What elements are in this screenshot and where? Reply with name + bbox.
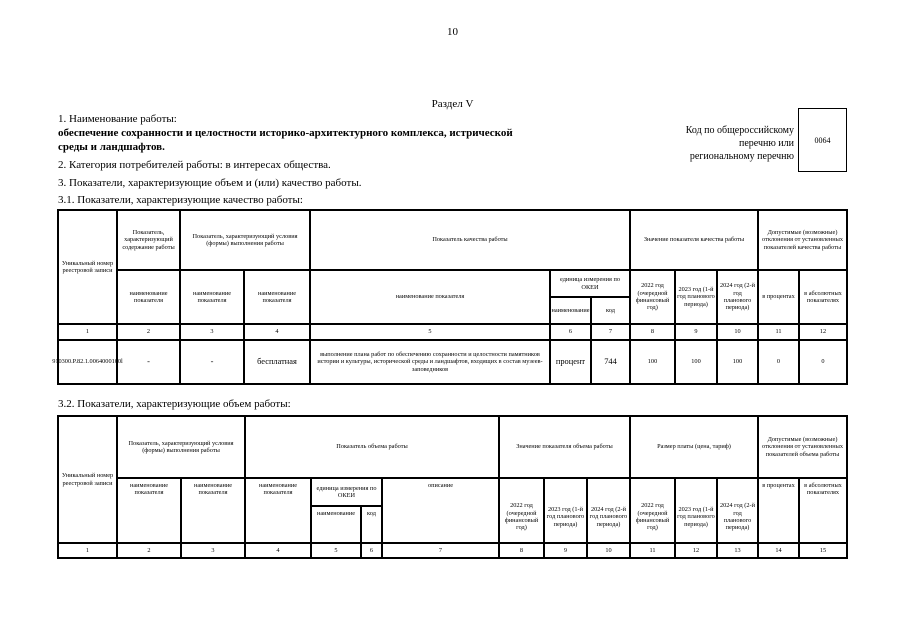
header-values: Значение показателя качества работы xyxy=(630,210,758,270)
row-value-2024: 100 xyxy=(717,340,758,384)
column-number: 7 xyxy=(382,543,499,558)
header-unit: единица измерения по ОКЕИ xyxy=(550,270,630,297)
row-unit-name: процент xyxy=(550,340,591,384)
row-unit-code: 744 xyxy=(591,340,630,384)
row-value-2022: 100 xyxy=(630,340,675,384)
column-number: 10 xyxy=(717,324,758,340)
header-condition-name-1: наименование показателя xyxy=(117,478,181,543)
page-number: 10 xyxy=(447,26,458,38)
column-number: 11 xyxy=(630,543,675,558)
header-fee-2023: 2023 год (1-й год планового периода) xyxy=(675,478,717,543)
header-values: Значение показателя объема работы xyxy=(499,416,630,478)
work-name-label: 1. Наименование работы: xyxy=(58,113,177,125)
header-deviation-percent: в процентах xyxy=(758,270,799,324)
header-registry: Уникальный номер реестровой записи xyxy=(58,210,117,324)
column-number: 15 xyxy=(799,543,847,558)
row-condition-2: бесплатная xyxy=(244,340,310,384)
row-deviation-absolute: 0 xyxy=(799,340,847,384)
column-number: 4 xyxy=(244,324,310,340)
column-number: 3 xyxy=(181,543,245,558)
row-value-2023: 100 xyxy=(675,340,717,384)
consumers-line: 2. Категория потребителей работы: в интересах общества. xyxy=(58,159,331,171)
header-year-2023: 2023 год (1-й год планового периода) xyxy=(544,478,587,543)
row-content: - xyxy=(117,340,180,384)
row-registry: 910300.Р.82.1.0064000100l xyxy=(58,340,117,384)
row-indicator: выполнение плана работ по обеспечению сохранности и целостности памятников истории и культуры, исторической среды и ландшафтов, входящих в состав музеев-заповедников xyxy=(310,340,550,384)
header-volume: Показатель объема работы xyxy=(245,416,499,478)
header-deviation: Допустимые (возможные) отклонения от установленных показателей качества работы xyxy=(758,210,847,270)
header-fee: Размер платы (цена, тариф) xyxy=(630,416,758,478)
header-year-2022: 2022 год (очередной финансовый год) xyxy=(499,478,544,543)
header-condition-name-2: наименование показателя xyxy=(181,478,245,543)
work-name-line-2: среды и ландшафтов. xyxy=(58,141,165,153)
header-conditions: Показатель, характеризующий условия (формы) выполнения работы xyxy=(180,210,310,270)
row-deviation-percent: 0 xyxy=(758,340,799,384)
code-value: 0064 xyxy=(798,108,847,172)
column-number: 12 xyxy=(799,324,847,340)
column-number: 11 xyxy=(758,324,799,340)
header-quality: Показатель качества работы xyxy=(310,210,630,270)
column-number: 6 xyxy=(361,543,382,558)
header-description: описание xyxy=(382,478,499,543)
header-indicator-name: наименование показателя xyxy=(245,478,311,543)
section-title: Раздел V xyxy=(431,98,474,110)
header-unit: единица измерения по ОКЕИ xyxy=(311,478,382,506)
row-condition-1: - xyxy=(180,340,244,384)
header-deviation-absolute: в абсолютных показателях xyxy=(799,270,847,324)
header-unit-code: код xyxy=(361,506,382,543)
indicators-line: 3. Показатели, характеризующие объем и (или) качество работы. xyxy=(58,177,362,189)
header-condition-name-1: наименование показателя xyxy=(180,270,244,324)
header-unit-name: наименование xyxy=(311,506,361,543)
header-content-name: наименование показателя xyxy=(117,270,180,324)
volume-title: 3.2. Показатели, характеризующие объем работы: xyxy=(58,398,291,410)
code-label: Код по общероссийскому перечню или региональному перечню xyxy=(685,125,794,162)
column-number: 14 xyxy=(758,543,799,558)
column-number: 6 xyxy=(550,324,591,340)
header-conditions: Показатель, характеризующий условия (формы) выполнения работы xyxy=(117,416,245,478)
column-number: 9 xyxy=(675,324,717,340)
header-year-2023: 2023 год (1-й год планового периода) xyxy=(675,270,717,324)
quality-title: 3.1. Показатели, характеризующие качество работы: xyxy=(58,194,303,206)
header-deviation-percent: в процентах xyxy=(758,478,799,543)
header-deviation: Допустимые (возможные) отклонения от установленных показателей объема работы xyxy=(758,416,847,478)
header-registry: Уникальный номер реестровой записи xyxy=(58,416,117,543)
column-number: 5 xyxy=(310,324,550,340)
header-condition-name-2: наименование показателя xyxy=(244,270,310,324)
header-fee-2022: 2022 год (очередной финансовый год) xyxy=(630,478,675,543)
header-deviation-absolute: в абсолютных показателях xyxy=(799,478,847,543)
header-indicator-name: наименование показателя xyxy=(310,270,550,324)
column-number: 8 xyxy=(630,324,675,340)
column-number: 1 xyxy=(58,324,117,340)
column-number: 1 xyxy=(58,543,117,558)
column-number: 2 xyxy=(117,543,181,558)
header-year-2022: 2022 год (очередной финансовый год) xyxy=(630,270,675,324)
column-number: 13 xyxy=(717,543,758,558)
header-year-2024: 2024 год (2-й год планового периода) xyxy=(717,270,758,324)
column-number: 7 xyxy=(591,324,630,340)
column-number: 5 xyxy=(311,543,361,558)
work-name-line-1: обеспечение сохранности и целостности историко-архитектурного комплекса, истрической xyxy=(58,127,513,139)
column-number: 9 xyxy=(544,543,587,558)
header-content: Показатель, характеризующий содержание работы xyxy=(117,210,180,270)
column-number: 12 xyxy=(675,543,717,558)
column-number: 3 xyxy=(180,324,244,340)
column-number: 2 xyxy=(117,324,180,340)
header-year-2024: 2024 год (2-й год планового периода) xyxy=(587,478,630,543)
header-unit-name: наименование xyxy=(550,297,591,324)
column-number: 4 xyxy=(245,543,311,558)
column-number: 8 xyxy=(499,543,544,558)
header-unit-code: код xyxy=(591,297,630,324)
header-fee-2024: 2024 год (2-й год планового периода) xyxy=(717,478,758,543)
column-number: 10 xyxy=(587,543,630,558)
